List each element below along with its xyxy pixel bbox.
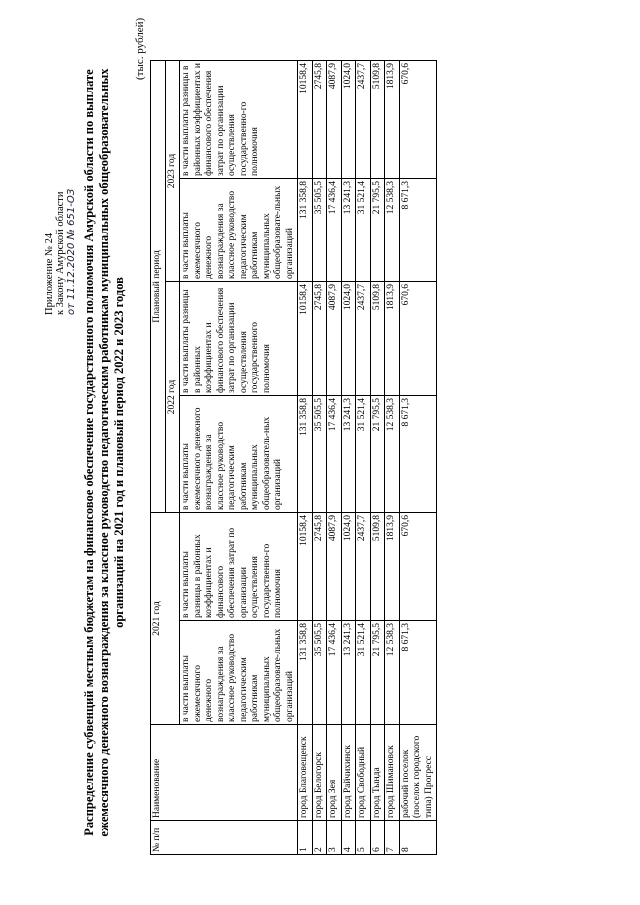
subvention-table (150, 60, 437, 855)
cell-difference-2022: 10158,4 (298, 282, 313, 396)
cell-payment-2023: 21 795,5 (370, 179, 385, 282)
cell-difference-2023: 2745,8 (312, 61, 327, 179)
cell-payment-2022: 21 795,5 (370, 396, 385, 513)
row-name: город Райчихинск (341, 725, 356, 821)
appendix-date-handwritten: от 11.12.2020 № 651-ОЗ (66, 188, 77, 315)
col-header-planning-period: Плановый период (151, 61, 166, 513)
cell-payment-2022: 8 671,3 (399, 396, 437, 513)
cell-payment-2023: 12 538,3 (385, 179, 400, 282)
col-header-number: № п/п (151, 821, 298, 855)
cell-payment-2021: 21 795,5 (370, 621, 385, 725)
cell-difference-2021: 2437,7 (356, 513, 371, 621)
col-header-2021: 2021 год (151, 513, 180, 725)
cell-payment-2021: 13 241,3 (341, 621, 356, 725)
cell-difference-2022: 1813,9 (385, 282, 400, 396)
cell-payment-2021: 8 671,3 (399, 621, 437, 725)
cell-difference-2023: 2437,7 (356, 61, 371, 179)
cell-payment-2023: 131 358,8 (298, 179, 313, 282)
row-number: 7 (385, 821, 400, 855)
cell-difference-2021: 1024,0 (341, 513, 356, 621)
cell-payment-2022: 31 521,4 (356, 396, 371, 513)
appendix-law-ref: к Закону Амурской области (55, 191, 66, 315)
table-row (356, 61, 371, 855)
cell-difference-2021: 1813,9 (385, 513, 400, 621)
cell-payment-2022: 13 241,3 (341, 396, 356, 513)
cell-payment-2023: 17 436,4 (327, 179, 342, 282)
cell-payment-2022: 35 505,5 (312, 396, 327, 513)
cell-difference-2021: 670,6 (399, 513, 437, 621)
units-label: (тыс. рублей) (134, 17, 146, 80)
cell-difference-2021: 2745,8 (312, 513, 327, 621)
row-number: 5 (356, 821, 371, 855)
cell-payment-2021: 31 521,4 (356, 621, 371, 725)
table-row (327, 61, 342, 855)
cell-difference-2021: 4087,9 (327, 513, 342, 621)
row-name: город Белогорск (312, 725, 327, 821)
table-row (341, 61, 356, 855)
subheader-payment-2021: в части выплаты ежемесячного денежного вознаграждения за классное руководство педагогическим работникам муниципальных общеобразовате-льных организаций (180, 621, 298, 725)
cell-difference-2021: 10158,4 (298, 513, 313, 621)
subheader-difference-2022: в части выплаты разницы в районных коэффициентах и финансового обеспечения затрат по организации осуществления государственного полномочия (180, 282, 298, 396)
cell-payment-2023: 35 505,5 (312, 179, 327, 282)
row-name: город Шимановск (385, 725, 400, 821)
cell-difference-2022: 2437,7 (356, 282, 371, 396)
cell-payment-2021: 12 538,3 (385, 621, 400, 725)
table-row (370, 61, 385, 855)
cell-payment-2021: 131 358,8 (298, 621, 313, 725)
appendix-note (44, 15, 77, 315)
col-header-2023: 2023 год (165, 61, 180, 282)
cell-payment-2023: 13 241,3 (341, 179, 356, 282)
table-row (312, 61, 327, 855)
row-number: 4 (341, 821, 356, 855)
col-header-2022: 2022 год (165, 282, 180, 513)
subheader-difference-2021: в части выплаты разницы в районных коэффициентах и финансового обеспечения затрат по организации осуществления государственно-го полномочия (180, 513, 298, 621)
row-name: город Зея (327, 725, 342, 821)
appendix-number: Приложение № 24 (44, 232, 55, 315)
cell-payment-2022: 131 358,8 (298, 396, 313, 513)
row-name: город Тында (370, 725, 385, 821)
table-row (298, 61, 313, 855)
cell-payment-2023: 8 671,3 (399, 179, 437, 282)
row-name: город Свободный (356, 725, 371, 821)
subheader-payment-2023: в части выплаты ежемесячного денежного вознаграждения за классное руководство педагогическим работникам муниципальных общеобразовате-льных организаций (180, 179, 298, 282)
row-name: город Благовещенск (298, 725, 313, 821)
row-number: 8 (399, 821, 437, 855)
cell-difference-2022: 1024,0 (341, 282, 356, 396)
row-number: 3 (327, 821, 342, 855)
table-row (385, 61, 400, 855)
row-number: 2 (312, 821, 327, 855)
cell-payment-2023: 31 521,4 (356, 179, 371, 282)
cell-payment-2021: 35 505,5 (312, 621, 327, 725)
cell-difference-2022: 4087,9 (327, 282, 342, 396)
cell-difference-2022: 5109,8 (370, 282, 385, 396)
cell-difference-2023: 1813,9 (385, 61, 400, 179)
cell-difference-2022: 2745,8 (312, 282, 327, 396)
cell-difference-2023: 10158,4 (298, 61, 313, 179)
cell-difference-2023: 5109,8 (370, 61, 385, 179)
col-header-name: Наименование (151, 725, 298, 821)
cell-difference-2021: 5109,8 (370, 513, 385, 621)
document-heading: Распределение субвенций местным бюджетам на финансовое обеспечение государственного полномочия Амурской области по выплате ежемесячного денежного вознаграждения за классное руководство педагогическим работникам муниципальных общеобразовательных организаций на 2021 год и плановый период 2022 и 2023 годов (82, 68, 126, 837)
subheader-difference-2023: в части выплаты разницы в районных коэффициентах и финансового обеспечения затрат по организации осуществления государственно-го полномочия (180, 61, 298, 179)
cell-payment-2022: 17 436,4 (327, 396, 342, 513)
cell-payment-2021: 17 436,4 (327, 621, 342, 725)
cell-difference-2023: 4087,9 (327, 61, 342, 179)
cell-payment-2022: 12 538,3 (385, 396, 400, 513)
row-number: 1 (298, 821, 313, 855)
row-name: рабочий поселок (поселок городского типа) Прогресс (399, 725, 437, 821)
row-number: 6 (370, 821, 385, 855)
subheader-payment-2022: в части выплаты ежемесячного денежного вознаграждения за классное руководство педагогическим работникам муниципальных общеобразователь-ных организаций (180, 396, 298, 513)
cell-difference-2022: 670,6 (399, 282, 437, 396)
cell-difference-2023: 670,6 (399, 61, 437, 179)
table-row (399, 61, 437, 855)
cell-difference-2023: 1024,0 (341, 61, 356, 179)
